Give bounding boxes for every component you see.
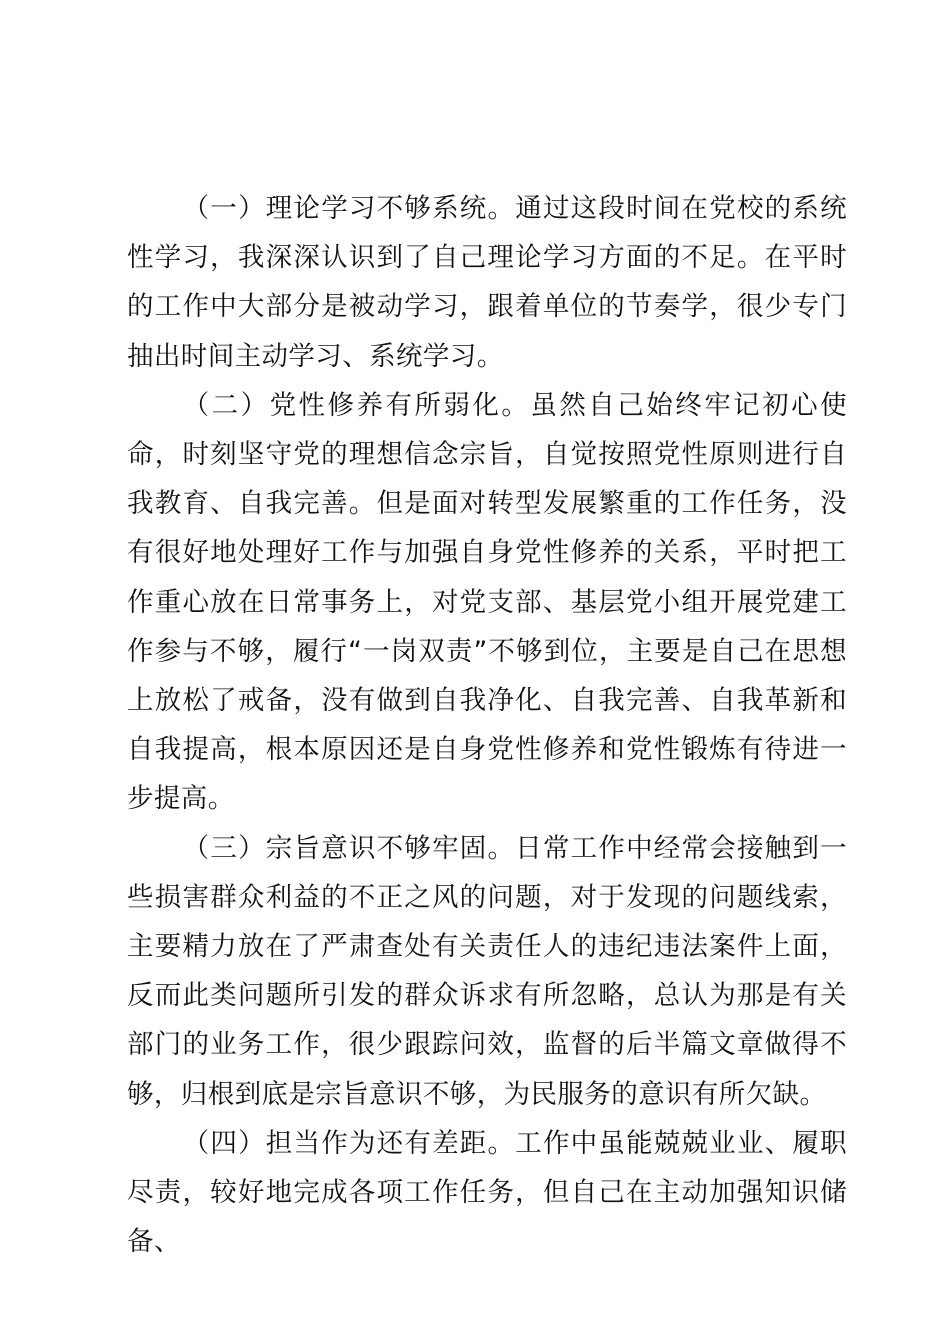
paragraph-theory-study: （一）理论学习不够系统。通过这段时间在党校的系统性学习，我深深认识到了自己理论学习方面的不足。在平时的工作中大部分是被动学习，跟着单位的节奏学，很少专门抽出时间主动学习、系统学习。 (127, 193, 847, 372)
document-body (127, 184, 847, 1266)
paragraph-party-spirit: （二）党性修养有所弱化。虽然自己始终牢记初心使命，时刻坚守党的理想信念宗旨，自觉按照党性原则进行自我教育、自我完善。但是面对转型发展繁重的工作任务，没有很好地处理好工作与加强自身党性修养的关系，平时把工作重心放在日常事务上，对党支部、基层党小组开展党建工作参与不够，履行“一岗双责”不够到位，主要是自己在思想上放松了戒备，没有做到自我净化、自我完善、自我革新和自我提高，根本原因还是自身党性修养和党性锻炼有待进一步提高。 (127, 389, 847, 815)
paragraph-responsibility: （四）担当作为还有差距。工作中虽能兢兢业业、履职尽责，较好地完成各项工作任务，但自己在主动加强知识储备、 (127, 1127, 847, 1258)
paragraph-purpose-awareness: （三）宗旨意识不够牢固。日常工作中经常会接触到一些损害群众利益的不正之风的问题，对于发现的问题线索，主要精力放在了严肃查处有关责任人的违纪违法案件上面，反而此类问题所引发的群众诉求有所忽略，总认为那是有关部门的业务工作，很少跟踪问效，监督的后半篇文章做得不够，归根到底是宗旨意识不够，为民服务的意识有所欠缺。 (127, 832, 847, 1110)
